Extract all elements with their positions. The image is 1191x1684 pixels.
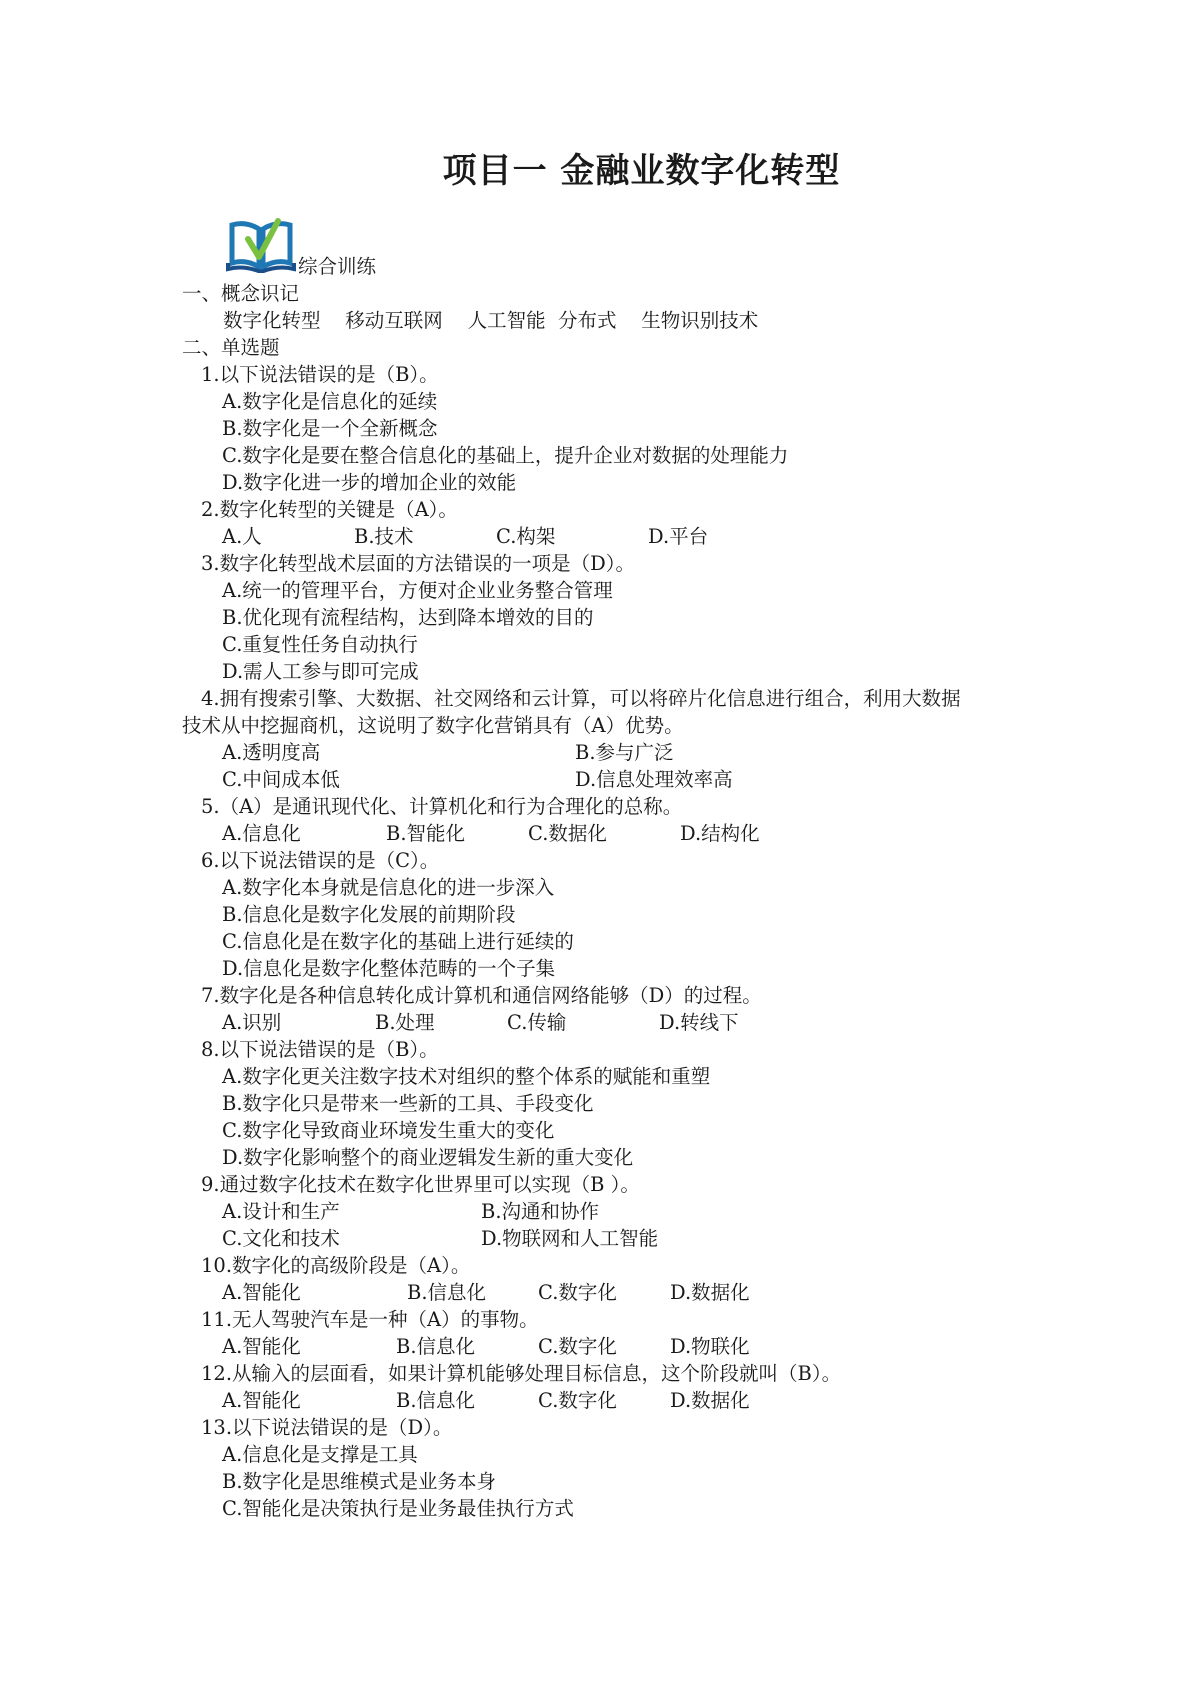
- question-option: B.信息化: [407, 1281, 487, 1304]
- question-option: B.数字化是一个全新概念: [222, 417, 438, 440]
- question-option: B.智能化: [386, 822, 466, 845]
- question-option: D.物联网和人工智能: [481, 1227, 659, 1250]
- question-stem: 8.以下说法错误的是（B）。: [201, 1038, 439, 1061]
- question-stem: 3.数字化转型战术层面的方法错误的一项是（D）。: [201, 552, 635, 575]
- question-option: C.数据化: [528, 822, 607, 845]
- question-option: B.信息化: [396, 1335, 476, 1358]
- question-option: C.数字化: [538, 1389, 617, 1412]
- question-option: D.结构化: [680, 822, 760, 845]
- question-option: D.数据化: [670, 1389, 750, 1412]
- question-option: A.信息化是支撑是工具: [222, 1443, 418, 1466]
- question-option: A.智能化: [222, 1389, 301, 1412]
- question-option: C.数字化是要在整合信息化的基础上，提升企业对数据的处理能力: [222, 444, 789, 467]
- question-option: B.数字化只是带来一些新的工具、手段变化: [222, 1092, 594, 1115]
- question-option: B.信息化: [396, 1389, 476, 1412]
- question-stem: 13.以下说法错误的是（D）。: [201, 1416, 453, 1439]
- question-option: A.智能化: [222, 1281, 301, 1304]
- question-stem: 11.无人驾驶汽车是一种（A）的事物。: [201, 1308, 539, 1331]
- question-stem: 12.从输入的层面看，如果计算机能够处理目标信息，这个阶段就叫（B）。: [201, 1362, 842, 1385]
- concept-heading: 一、概念识记: [182, 282, 300, 305]
- concept-terms: 数字化转型 移动互联网 人工智能 分布式 生物识别技术: [223, 309, 759, 332]
- single-choice-heading: 二、单选题: [182, 336, 280, 359]
- question-option: C.中间成本低: [222, 768, 340, 791]
- question-option: B.数字化是思维模式是业务本身: [222, 1470, 497, 1493]
- question-option: A.人: [222, 525, 262, 548]
- question-stem: 2.数字化转型的关键是（A）。: [201, 498, 458, 521]
- question-option: D.物联化: [670, 1335, 750, 1358]
- question-option: C.传输: [507, 1011, 567, 1034]
- question-option: D.数字化影响整个的商业逻辑发生新的重大变化: [222, 1146, 634, 1169]
- question-stem: 5.（A）是通讯现代化、计算机化和行为合理化的总称。: [201, 795, 683, 818]
- question-option: C.数字化: [538, 1335, 617, 1358]
- question-option: B.技术: [354, 525, 414, 548]
- question-stem: 1.以下说法错误的是（B）。: [201, 363, 439, 386]
- question-stem: 7.数字化是各种信息转化成计算机和通信网络能够（D）的过程。: [201, 984, 762, 1007]
- question-option: A.数字化本身就是信息化的进一步深入: [222, 876, 555, 899]
- question-stem: 6.以下说法错误的是（C）。: [201, 849, 440, 872]
- question-option: C.文化和技术: [222, 1227, 340, 1250]
- question-option: B.优化现有流程结构，达到降本增效的目的: [222, 606, 594, 629]
- question-option: D.需人工参与即可完成: [222, 660, 419, 683]
- question-option: B.信息化是数字化发展的前期阶段: [222, 903, 516, 926]
- question-stem-continued: 技术从中挖掘商机，这说明了数字化营销具有（A）优势。: [182, 714, 684, 737]
- question-option: A.透明度高: [222, 741, 321, 764]
- question-option: D.数据化: [670, 1281, 750, 1304]
- question-option: A.信息化: [222, 822, 301, 845]
- question-option: A.数字化是信息化的延续: [222, 390, 438, 413]
- section-label: 综合训练: [298, 255, 377, 278]
- question-option: D.数字化进一步的增加企业的效能: [222, 471, 517, 494]
- question-option: C.构架: [496, 525, 556, 548]
- book-check-icon: [226, 217, 296, 273]
- question-option: C.数字化: [538, 1281, 617, 1304]
- question-option: C.信息化是在数字化的基础上进行延续的: [222, 930, 574, 953]
- question-option: A.智能化: [222, 1335, 301, 1358]
- question-option: B.处理: [375, 1011, 435, 1034]
- question-option: A.设计和生产: [222, 1200, 340, 1223]
- question-option: D.平台: [648, 525, 709, 548]
- question-option: C.智能化是决策执行是业务最佳执行方式: [222, 1497, 574, 1520]
- question-option: D.信息化是数字化整体范畴的一个子集: [222, 957, 556, 980]
- question-option: D.转线下: [659, 1011, 739, 1034]
- question-option: A.识别: [222, 1011, 282, 1034]
- page-title: 项目一 金融业数字化转型: [442, 151, 841, 191]
- question-stem: 4.拥有搜索引擎、大数据、社交网络和云计算，可以将碎片化信息进行组合，利用大数据: [201, 687, 961, 710]
- question-option: A.数字化更关注数字技术对组织的整个体系的赋能和重塑: [222, 1065, 711, 1088]
- question-stem: 9.通过数字化技术在数字化世界里可以实现（B ）。: [201, 1173, 640, 1196]
- question-option: D.信息处理效率高: [575, 768, 733, 791]
- question-option: B.沟通和协作: [481, 1200, 600, 1223]
- question-option: C.重复性任务自动执行: [222, 633, 418, 656]
- question-option: C.数字化导致商业环境发生重大的变化: [222, 1119, 555, 1142]
- question-option: A.统一的管理平台，方便对企业业务整合管理: [222, 579, 613, 602]
- question-option: B.参与广泛: [575, 741, 674, 764]
- question-stem: 10.数字化的高级阶段是（A）。: [201, 1254, 471, 1277]
